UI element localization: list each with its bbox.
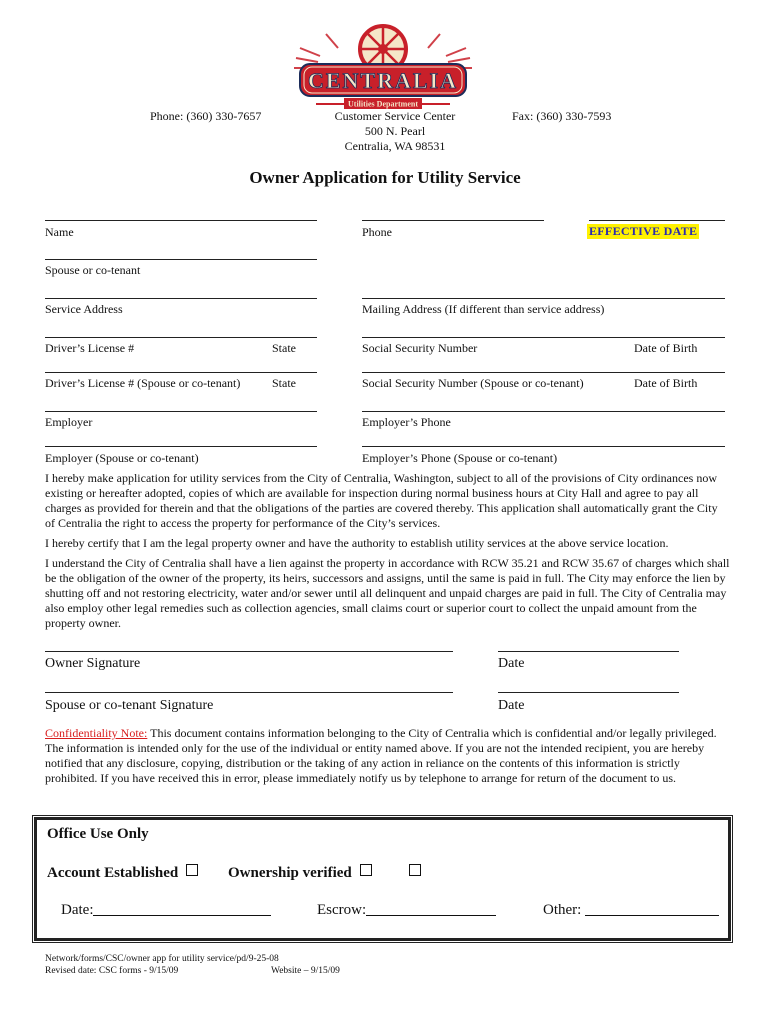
- address-line-1: Customer Service Center: [334, 109, 456, 123]
- owner-date-label: Date: [498, 656, 525, 671]
- employer-phone-spouse-field-line[interactable]: [362, 446, 725, 447]
- owner-signature-line[interactable]: [45, 651, 453, 652]
- mailing-address-label: Mailing Address (If different than service address): [362, 302, 605, 316]
- ownership-verified-label: Ownership verified: [228, 865, 352, 881]
- service-address-label: Service Address: [45, 302, 123, 316]
- drivers-license-spouse-field-line[interactable]: [45, 372, 317, 373]
- other-line[interactable]: [585, 902, 719, 916]
- revised-date-footer: Revised date: CSC forms - 9/15/09: [45, 966, 179, 976]
- confidentiality-note-text: This document contains information belonging to the City of Centralia which is confidential and/or legally privileged. The information is intended only for the use of the individual or entity named above. If you are not the intended recipient, you are hereby notified that any disclosure, copying, distribution or the taking of any action in reliance on the contents of this information is strictly prohibited. If you have received this in error, please immediately notify us by telephone to arrange for return of the document to us.: [45, 726, 717, 785]
- drivers-license-spouse-label: Driver’s License # (Spouse or co-tenant): [45, 376, 241, 390]
- service-address-field-line[interactable]: [45, 298, 317, 299]
- ownership-verified-checkbox-row[interactable]: [228, 864, 372, 882]
- owner-date-line[interactable]: [498, 651, 679, 652]
- address-line-2: 500 N. Pearl: [364, 124, 426, 138]
- employer-label: Employer: [45, 415, 93, 429]
- employer-phone-field-line[interactable]: [362, 411, 725, 412]
- spouse-date-label: Date: [498, 698, 525, 713]
- logo-text: CENTRALIA: [307, 68, 459, 93]
- confidentiality-note-label: Confidentiality Note:: [45, 726, 148, 740]
- employer-spouse-field-line[interactable]: [45, 446, 317, 447]
- ownership-verified-checkbox[interactable]: [360, 864, 372, 876]
- spouse-field-line[interactable]: [45, 259, 317, 260]
- escrow-line[interactable]: [366, 902, 496, 916]
- account-established-label: Account Established: [47, 865, 179, 881]
- office-date-line[interactable]: [93, 902, 271, 916]
- owner-certification-paragraph: I hereby certify that I am the legal property owner and have the authority to establish utility services at the above service location.: [45, 536, 669, 550]
- name-field-line[interactable]: [45, 220, 317, 221]
- drivers-license-label: Driver’s License #: [45, 341, 135, 355]
- customer-service-address: [300, 109, 490, 154]
- header-phone: Phone: (360) 330-7657: [150, 109, 262, 123]
- dob-spouse-label: Date of Birth: [634, 376, 698, 390]
- ssn-field-line[interactable]: [362, 337, 725, 338]
- drivers-license-field-line[interactable]: [45, 337, 317, 338]
- spouse-signature-line[interactable]: [45, 692, 453, 693]
- employer-field-line[interactable]: [45, 411, 317, 412]
- office-use-title: Office Use Only: [47, 826, 149, 842]
- centralia-utilities-logo: [288, 22, 478, 112]
- confidentiality-note: [45, 726, 735, 786]
- header-fax: Fax: (360) 330-7593: [512, 109, 612, 123]
- effective-date-field-line[interactable]: [589, 220, 725, 221]
- employer-spouse-label: Employer (Spouse or co-tenant): [45, 451, 199, 465]
- employer-phone-spouse-label: Employer’s Phone (Spouse or co-tenant): [362, 451, 558, 465]
- unlabeled-checkbox-row[interactable]: [401, 864, 421, 882]
- office-date-label: Date:: [61, 902, 94, 918]
- escrow-field[interactable]: [317, 902, 496, 919]
- office-date-field[interactable]: [61, 902, 271, 919]
- name-label: Name: [45, 225, 74, 239]
- lien-paragraph: I understand the City of Centralia shall have a lien against the property in accordance with RCW 35.21 and RCW 35.67 of charges which shall be the obligation of the owner of the property, its heirs, successors and assigns, until the same is paid in full. The City may enforce the lien by shutting off and not restoring electricity, water and/or sewer until all delinquent and unpaid charges are paid in full. The City of Centralia may also employ other legal remedies such as collection agencies, small claims court or superior court to collect the unpaid amount from the property owner.: [45, 556, 730, 630]
- spouse-signature-label: Spouse or co-tenant Signature: [45, 698, 214, 713]
- phone-label: Phone: [362, 225, 392, 239]
- mailing-address-field-line[interactable]: [362, 298, 725, 299]
- dob-label: Date of Birth: [634, 341, 698, 355]
- account-established-checkbox[interactable]: [186, 864, 198, 876]
- other-label: Other:: [543, 902, 582, 918]
- ssn-spouse-field-line[interactable]: [362, 372, 725, 373]
- unlabeled-checkbox[interactable]: [409, 864, 421, 876]
- owner-signature-label: Owner Signature: [45, 656, 141, 671]
- spouse-label: Spouse or co-tenant: [45, 263, 141, 277]
- state-label: State: [272, 341, 296, 355]
- office-use-only-box: [34, 817, 731, 941]
- application-terms-paragraph: I hereby make application for utility services from the City of Centralia, Washington, subject to all of the provisions of City ordinances now existing or hereafter adopted, copies of which are available for inspection during normal business hours at City Hall and agree to pay all charges as provided for therein and that the obligations of the parties are covered thereby. This application shall automatically grant the City of Centralia the right to access the property for performance of the City’s services.: [45, 471, 718, 530]
- spouse-date-line[interactable]: [498, 692, 679, 693]
- account-established-checkbox-row[interactable]: [47, 864, 198, 882]
- form-path-footer: Network/forms/CSC/owner app for utility service/pd/9-25-08: [45, 954, 279, 964]
- website-date-footer: Website – 9/15/09: [271, 966, 340, 976]
- effective-date-label: EFFECTIVE DATE: [589, 224, 698, 238]
- escrow-label: Escrow:: [317, 902, 367, 918]
- other-field[interactable]: [543, 902, 719, 919]
- page-title: Owner Application for Utility Service: [249, 168, 521, 187]
- employer-phone-label: Employer’s Phone: [362, 415, 451, 429]
- logo-subtitle: Utilities Department: [348, 99, 418, 109]
- ssn-spouse-label: Social Security Number (Spouse or co-tenant): [362, 376, 584, 390]
- phone-field-line[interactable]: [362, 220, 544, 221]
- state-spouse-label: State: [272, 376, 296, 390]
- ssn-label: Social Security Number: [362, 341, 478, 355]
- address-line-3: Centralia, WA 98531: [344, 139, 446, 153]
